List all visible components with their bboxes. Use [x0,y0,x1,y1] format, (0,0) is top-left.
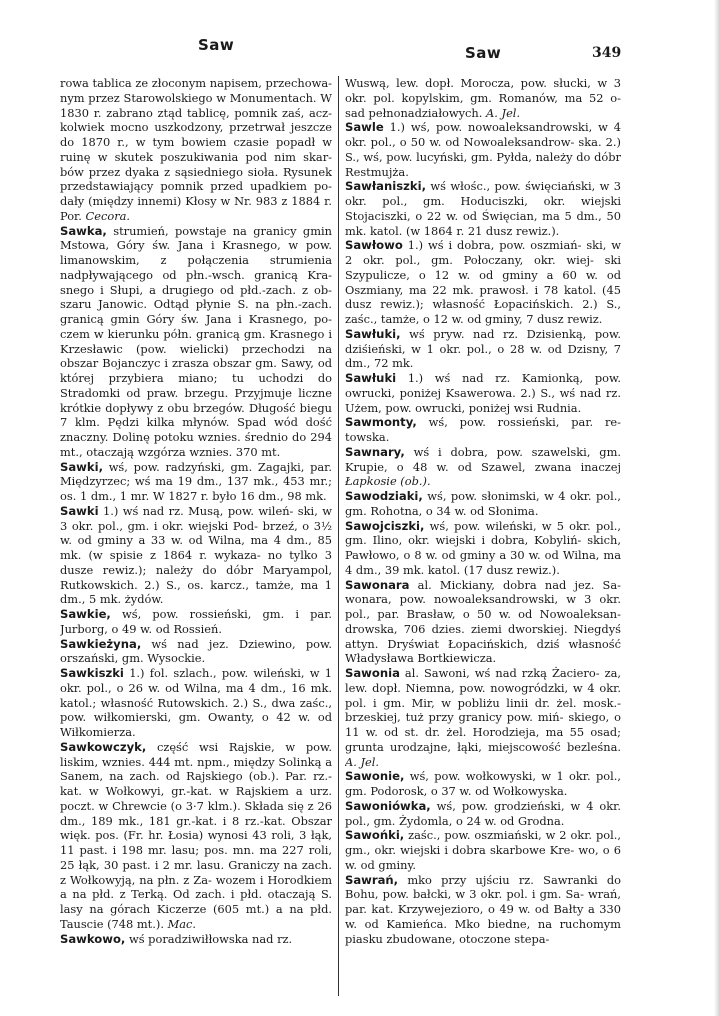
entry-headword: Sawłuki [345,371,397,385]
dictionary-entry [345,445,621,489]
dictionary-entry [345,415,621,445]
entry-text: wś, pow. wileński, w 5 okr. pol., gm. Ilino, okr. wiejski i dobra, Kobyliń- skich, Pawłowo, o 8 w. od gminy a 30 w. od Wilna, ma 4 dm., 39 mk. katol. (17 dusz rewiz.). [345,518,621,577]
left-running-head: Saw [198,36,235,54]
entry-headword: Sawłowo [345,238,403,253]
entry-text: wś włośc., pow. święciański, w 3 okr. pol., gm. Hoduciszki, okr. wiejski Stojaciszki, o 22 w. od Święcian, ma 5 dm., 50 mk. katol. (w 1864 r. 21 dusz rewiz.). [345,179,621,238]
right-running-head: Saw [465,44,502,62]
dictionary-entry [345,578,621,667]
entry-text: wś, pow. rossieński, par. re- towska. [345,415,621,444]
dictionary-entry [60,504,332,607]
entry-text: rowa tablica ze złoconym napisem, przechowa- nym przez Starowolskiego w Monumentach. W 1830 r. zabrano ztąd tablicę, pomnik zaś, acz- kolwiek mocno uszkodzony, przetrwał jeszcze do 1870 r., w tym bowiem czasie popadł w ruinę w skutek poszukiwania pod nim skar- bów przez dyaka z sąsiedniego sioła. Rysunek przedstawiający pomnik przed upadkiem po- dały (między innemi) Kłosy w Nr. 983 z 1884 r. Por. [60,76,332,223]
entry-headword: Sawłaniszki, [345,179,426,194]
dictionary-entry [345,489,621,519]
entry-headword: Sawnary, [345,444,405,459]
entry-text: wś, pow. grodzieński, w 4 okr. pol., gm. Żydomla, o 24 w. od Grodna. [345,798,621,828]
entry-text: część wsi Rajskie, w pow. liskim, wznies. 444 mt. npm., między Solinką a Sanem, na zach. od Rajskiego (ob.). Par. rz.-kat. w Wołkowyi, gr.-kat. w Rajskiem a urz. poczt. w Chrewcie (o 3·7 klm.). Składa się z 26 dm., 189 mk., 181 gr.-kat. i 8 rz.-kat. Obszar więk. pos. (Fr. hr. Łosia) wynosi 43 roli, 3 łąk, 11 past. i 198 mr. lasu; pos. mn. ma 227 roli, 25 łąk, 30 past. i 2 mr. lasu. Graniczy na zach. z Wołkowyją, na płn. z Za- wozem i Horodkiem a na płd. z Terką. Od zach. i płd. otaczają S. lasy na górach Kiczerze (605 mt.) a na płd. Tauscie (748 mt.). [60,739,332,931]
entry-text: wś i dobra, pow. szawelski, gm. Krupie, o 48 w. od Szawel, zwana inaczej [345,444,621,474]
entry-text: al. Sawoni, wś nad rzką Żaciero- za, lew. dopł. Niemna, pow. nowogródzki, w 4 okr. pol. i gm. Mir, w pobliżu linii dr. żel. mosk.-brzeskiej, tuż przy granicy pow. miń- skiego, o 11 w. od st. dr. żel. Horodzieja, ma 55 osad; grunta urodzajne, łąki, miejscowość bezleśna. [345,666,621,754]
dictionary-entry [345,371,621,415]
entry-headword: Sawonie, [345,769,405,784]
dictionary-entry [345,76,621,120]
entry-headword: Sawkieżyna, [60,636,142,651]
dictionary-entry [345,327,621,371]
entry-text: 1.) wś nad rz. Kamionką, pow. owrucki, poniżej Ksawerowa. 2.) S., wś nad rz. Użem, pow. owrucki, poniżej wsi Rudnia. [345,371,621,415]
entry-text: wś, pow. rossieński, gm. i par. Jurborg, o 49 w. od Rossień. [60,607,332,636]
dictionary-entry [60,740,332,932]
page-binding-shadow [714,0,720,1016]
entry-text: wś nad jez. Dziewino, pow. orszański, gm. Wysockie. [60,636,332,666]
dictionary-entry [345,828,621,872]
entry-headword: Sawkie, [60,607,111,621]
entry-headword: Sawojciszki, [345,518,425,533]
entry-headword: Sawki, [60,459,103,474]
entry-text: 1.) wś, pow. nowoaleksandrowski, w 4 okr. pol., o 50 w. od Nowoaleksandrow- ska. 2.) S., wś, pow. lucyński, gm. Pyłda, należy do dóbr Restmujża. [345,120,621,179]
dictionary-entry [60,666,332,740]
entry-text: wś, pow. słonimski, w 4 okr. pol., gm. Rohotna, o 34 w. od Słonima. [345,489,621,518]
entry-headword: Sawmonty, [345,415,417,430]
entry-text: mko przy ujściu rz. Sawranki do Bohu, pow. bałcki, w 3 okr. pol. i gm. Sa- wrań, par. kat. Krzywejezioro, o 49 w. od Bałty a 330 w. od Kamieńca. Mko biedne, na ruchomym piasku zbudowane, otoczone stepa- [345,872,621,946]
entry-text: 1.) wś i dobra, pow. oszmiań- ski, w 2 okr. pol., gm. Połoczany, okr. wiej- ski Szypulicze, o 12 w. od gminy a 60 w. od Oszmiany, ma 22 mk. prawosł. i 78 katol. (45 dusz rewiz.); własność Łopacińskich. 2.) S., zaśc., tamże, o 12 w. od gminy, 7 dusz rewiz. [345,238,621,326]
entry-text: wś, pow. wołkowyski, w 1 okr. pol., gm. Podorosk, o 37 w. od Wołkowyska. [345,769,621,798]
right-column [345,76,621,1001]
dictionary-entry [345,666,621,769]
dictionary-entry [345,120,621,179]
left-column [60,76,332,1001]
dictionary-entry [345,799,621,829]
dictionary-entry [60,76,332,224]
dictionary-entry [60,637,332,667]
entry-headword: Sawłuki, [345,326,401,341]
entry-headword: Sawoniówka, [345,798,431,813]
page-number: 349 [592,45,622,61]
entry-signature: Mac. [167,916,197,931]
dictionary-entry [60,932,332,947]
dictionary-entry [345,873,621,947]
entry-signature: A. Jel. [486,105,521,120]
entry-headword: Sawka, [60,223,107,238]
entry-signature: Cecora. [85,208,131,223]
entry-signature: Łapkosie (ob.). [345,474,431,489]
entry-headword: Sawrań, [345,872,399,887]
dictionary-entry [60,607,332,637]
entry-headword: Sawonara [345,577,410,592]
page-header [60,36,620,66]
entry-headword: Sawle [345,120,384,135]
entry-text: 1.) wś nad rz. Musą, pow. wileń- ski, w 3 okr. pol., gm. i okr. wiejski Pod- brzeź, o 3½ w. od gminy a 33 w. od Wilna, ma 4 dm., 85 mk. (w spisie z 1864 r. wykaza- no tylko 3 dusze rewiz.); należy do dóbr Maryampol, Rutkowskich. 2.) S., os. karcz., tamże, ma 1 dm., 5 mk. żydów. [60,503,332,607]
entry-headword: Sawki [60,503,99,518]
entry-text: 1.) fol. szlach., pow. wileński, w 1 okr. pol., o 26 w. od Wilna, ma 4 dm., 16 mk. katol.; własność Rutowskich. 2.) S., dwa zaśc., pow. wiłkomierski, gm. Owanty, o 42 w. od Wiłkomierza. [60,666,332,739]
dictionary-entry [345,179,621,238]
entry-text: zaśc., pow. oszmiański, w 2 okr. pol., gm., okr. wiejski i dobra skarbowe Kre- wo, o 6 w. od gminy. [345,828,621,872]
dictionary-entry [345,238,621,327]
entry-text: wś, pow. radzyński, gm. Zagajki, par. Międzyrzec; wś ma 19 dm., 137 mk., 453 mr.; os. 1 dm., 1 mr. W 1827 r. było 16 dm., 98 mk. [60,459,332,503]
dictionary-entry [60,460,332,504]
dictionary-entry [60,224,332,460]
entry-headword: Sawkiszki [60,666,124,680]
dictionary-entry [345,519,621,578]
entry-headword: Sawkowo, [60,931,126,946]
column-divider [338,76,339,996]
entry-text: strumień, powstaje na granicy gmin Mstowa, Góry św. Jana i Krasnego, w pow. limanowskim, z połączenia strumienia nadpływającego od płn.-wsch. granicą Kra- snego i Słupi, a drugiego od płd.-zach. z ob- szaru Janowic. Odtąd płynie S. na płn.-zach. granicą gmin Góry św. Jana i Krasnego, po- czem w kierunku półn. granicą gm. Krasnego i Krzesławic (pow. wielicki) przechodzi na obszar Bojanczyc i zrasza obszar gm. Sawy, od której przybiera miano; tu uchodzi do Stradomki od praw. brzegu. Przyjmuje liczne krótkie dopływy z obu brzegów. Długość biegu 7 klm. Pędzi kilka młynów. Spad wód dość znaczny. Dolinę potoku wznies. średnio do 294 mt., otaczają wzgórza wznies. 370 mt. [60,223,332,459]
entry-headword: Sawodziaki, [345,489,423,503]
entry-headword: Sawkowczyk, [60,739,147,754]
entry-headword: Sawonia [345,666,400,680]
entry-text: wś pryw. nad rz. Dzisienką, pow. dziśieński, w 1 okr. pol., o 28 w. od Dzisny, 7 dm., 72 mk. [345,326,621,371]
entry-text: al. Mickiany, dobra nad jez. Sa- wonara, pow. nowoaleksandrowski, w 3 okr. pol., par. Brasław, o 50 w. od Nowoaleksan- drowska, 706 dzies. ziemi dworskiej. Niegdyś attyn. Dryświat Łopacińskich, dziś własność Władysława Bortkiewicza. [345,577,621,666]
entry-text: Wuswą, lew. dopł. Morocza, pow. słucki, w 3 okr. pol. kopylskim, gm. Romanów, ma 52 o- sad pełnonadziałowych. [345,76,621,120]
entry-headword: Sawońki, [345,828,405,843]
entry-text: wś poradziwiłłowska nad rz. [128,931,293,946]
entry-signature: A. Jel. [345,754,380,769]
dictionary-entry [345,769,621,799]
